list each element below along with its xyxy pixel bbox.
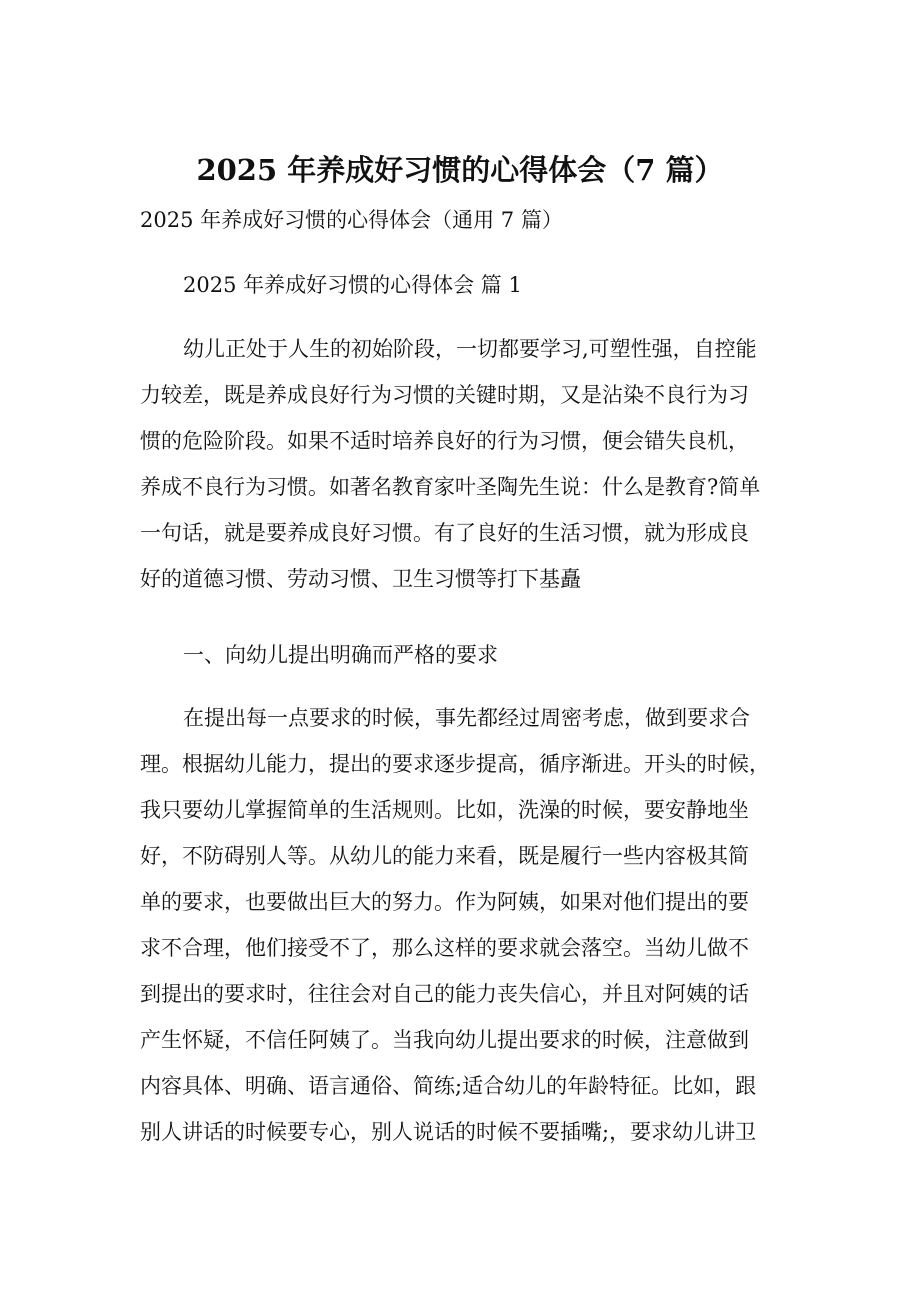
paragraph-line: 好，不防碍别人等。从幼儿的能力来看，既是履行一些内容极其简 — [140, 844, 749, 868]
paragraph-line: 单的要求，也要做出巨大的努力。作为阿姨，如果对他们提出的要 — [140, 890, 749, 914]
paragraph-line: 到提出的要求时，往往会对自己的能力丧失信心，并且对阿姨的话 — [140, 982, 749, 1006]
paragraph-line: 好的道德习惯、劳动习惯、卫生习惯等打下基矗 — [140, 567, 581, 591]
subheading: 一、向幼儿提出明确而严格的要求 — [183, 643, 498, 667]
paragraph-line: 一句话，就是要养成良好习惯。有了良好的生活习惯，就为形成良 — [140, 521, 749, 545]
paragraph-line: 我只要幼儿掌握简单的生活规则。比如，洗澡的时候，要安静地坐 — [140, 798, 749, 822]
paragraph-line: 产生怀疑，不信任阿姨了。当我向幼儿提出要求的时候，注意做到 — [140, 1028, 749, 1052]
paragraph-line: 力较差，既是养成良好行为习惯的关键时期，又是沾染不良行为习 — [140, 383, 749, 407]
paragraph-line: 理。根据幼儿能力，提出的要求逐步提高，循序渐进。开头的时候， — [140, 752, 770, 776]
paragraph-line: 别人讲话的时候要专心，别人说话的时候不要插嘴;，要求幼儿讲卫 — [140, 1120, 757, 1144]
section-heading: 2025 年养成好习惯的心得体会 篇 1 — [183, 273, 522, 297]
paragraph-line: 内容具体、明确、语言通俗、简练;适合幼儿的年龄特征。比如，跟 — [140, 1074, 757, 1098]
document-title: 2025 年养成好习惯的心得体会（7 篇） — [196, 153, 724, 187]
paragraph-line: 在提出每一点要求的时候，事先都经过周密考虑，做到要求合 — [183, 706, 750, 730]
document-subtitle: 2025 年养成好习惯的心得体会（通用 7 篇） — [140, 208, 563, 232]
paragraph-line: 养成不良行为习惯。如著名教育家叶圣陶先生说：什么是教育?简单 — [140, 475, 761, 499]
paragraph-line: 求不合理，他们接受不了，那么这样的要求就会落空。当幼儿做不 — [140, 936, 749, 960]
paragraph-line: 幼儿正处于人生的初始阶段，一切都要学习,可塑性强，自控能 — [183, 337, 757, 361]
paragraph-line: 惯的危险阶段。如果不适时培养良好的行为习惯，便会错失良机， — [140, 429, 749, 453]
